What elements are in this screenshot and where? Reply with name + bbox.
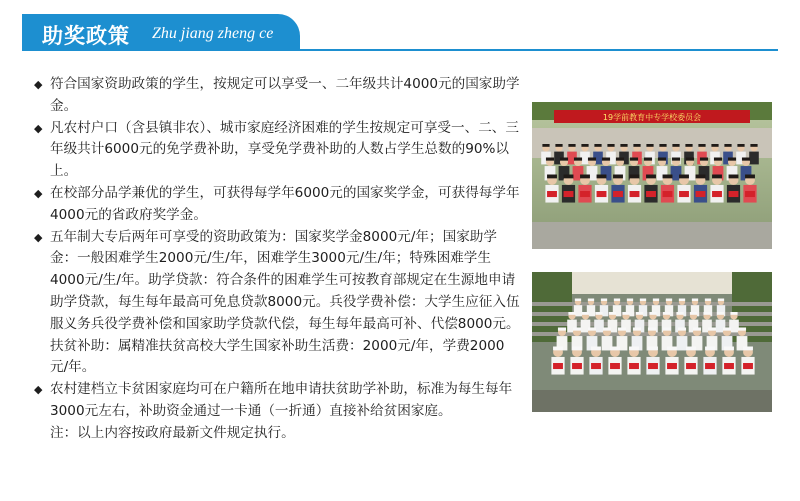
page-title: 助奖政策 xyxy=(42,24,130,48)
policy-text: 符合国家资助政策的学生，按规定可以享受一、二年级共计4000元的国家助学金。 xyxy=(50,76,520,114)
policy-item-5 xyxy=(34,379,522,423)
page-title-pinyin: Zhu jiang zheng ce xyxy=(152,25,274,42)
policy-text: 五年制大专后两年可享受的资助政策为：国家奖学金8000元/年；国家助学金：一般困难学生2000元/生/年，困难学生3000元/生/年；特殊困难学生4000元/生/年。助学贷款：符合条件的困难学生可按教育部规定在生源地申请助学贷款，每生每年最高可免息贷款8000元。兵役学费补偿：大学生应征入伍服义务兵役学费补偿和国家助学贷款代偿，每生每年最高可补、代偿8000元。扶贫补助：属精准扶贫高校大学生国家补助生活费：2000元/年，学费2000元/年。 xyxy=(50,228,520,376)
policy-item-1 xyxy=(34,74,522,118)
diamond-bullet-icon: ◆ xyxy=(34,186,43,200)
group-photo-nurses xyxy=(532,272,772,412)
policy-list xyxy=(34,74,522,445)
diamond-bullet-icon: ◆ xyxy=(34,121,43,135)
diamond-bullet-icon: ◆ xyxy=(34,383,43,397)
section-header xyxy=(0,8,800,52)
policy-text: 农村建档立卡贫困家庭均可在户籍所在地申请扶贫助学补助，标准为每生每年3000元左右，补助资金通过一卡通（一折通）直接补给贫困家庭。 xyxy=(50,381,513,419)
group-photo-students xyxy=(532,102,772,249)
banner-text: 19学前教育中专学校委员会 xyxy=(602,113,702,122)
policy-text: 凡农村户口（含县镇非农）、城市家庭经济困难的学生按规定可享受一、二、三年级共计6000元的免学费补助，享受免学费补助的人数占学生总数的90%以上。 xyxy=(50,119,519,180)
header-underline xyxy=(22,49,778,51)
policy-item-4 xyxy=(34,227,522,380)
diamond-bullet-icon: ◆ xyxy=(34,230,43,244)
policy-item-2 xyxy=(34,118,522,183)
policy-item-3 xyxy=(34,183,522,227)
policy-note: 注：以上内容按政府最新文件规定执行。 xyxy=(50,424,295,441)
diamond-bullet-icon: ◆ xyxy=(34,78,43,91)
policy-text: 在校部分品学兼优的学生，可获得每学年6000元的国家奖学金，可获得每学年4000元的省政府奖学金。 xyxy=(50,184,520,223)
